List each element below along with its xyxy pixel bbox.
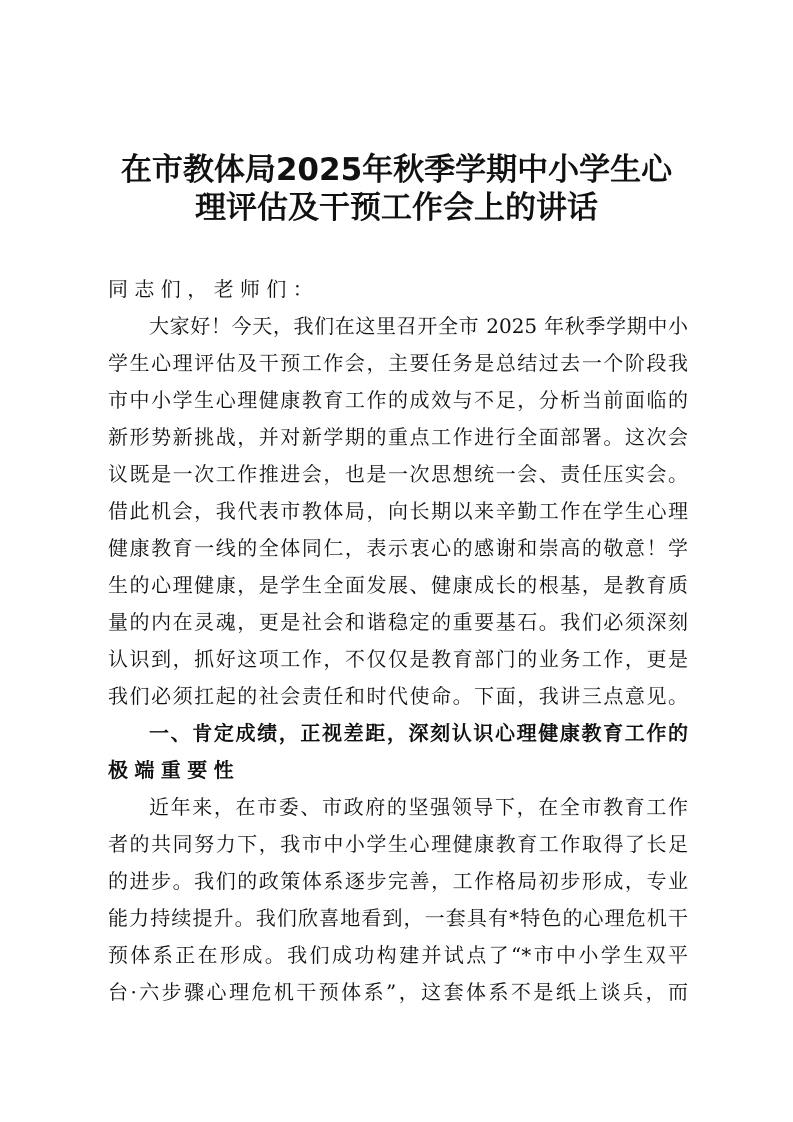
text-line: 量的内在灵魂，更是社会和谐稳定的重要基石。我们必须深刻	[108, 610, 688, 634]
text-line: 学生心理评估及干预工作会，主要任务是总结过去一个阶段我	[108, 351, 688, 375]
heading-line: 一、肯定成绩，正视差距，深刻认识心理健康教育工作的	[149, 721, 688, 745]
text-line: 我们必须扛起的社会责任和时代使命。下面，我讲三点意见。	[108, 684, 688, 708]
text-line: 新形势新挑战，并对新学期的重点工作进行全面部署。这次会	[108, 425, 688, 449]
text-line: 者的共同努力下，我市中小学生心理健康教育工作取得了长足	[108, 832, 688, 856]
text-line: 近年来，在市委、市政府的坚强领导下，在全市教育工作	[149, 795, 688, 819]
document-title-line-1: 在市教体局2025年秋季学期中小学生心	[120, 152, 673, 188]
text-line: 议既是一次工作推进会，也是一次思想统一会、责任压实会。	[108, 462, 688, 486]
paragraph-achievements	[108, 789, 688, 1011]
text-line: 大家好！今天，我们在这里召开全市 2025 年秋季学期中小	[149, 314, 688, 338]
heading-line: 极端重要性	[108, 758, 240, 782]
document-body	[108, 271, 688, 1011]
text-line: 健康教育一线的全体同仁，表示衷心的感谢和崇高的敬意！学	[108, 536, 688, 560]
text-line: 借此机会，我代表市教体局，向长期以来辛勤工作在学生心理	[108, 499, 688, 523]
document-title-line-2: 理评估及干预工作会上的讲话	[195, 190, 598, 226]
section-heading-1	[108, 715, 688, 789]
text-line: 台·六步骤心理危机干预体系”，这套体系不是纸上谈兵，而	[108, 980, 688, 1004]
paragraph-opening	[108, 308, 688, 715]
text-line: 预体系正在形成。我们成功构建并试点了“*市中小学生双平	[108, 943, 688, 967]
text-line: 能力持续提升。我们欣喜地看到，一套具有*特色的心理危机干	[108, 906, 688, 930]
text-line: 的进步。我们的政策体系逐步完善，工作格局初步形成，专业	[108, 869, 688, 893]
text-line: 生的心理健康，是学生全面发展、健康成长的根基，是教育质	[108, 573, 688, 597]
salutation: 同志们，老师们：	[108, 277, 320, 301]
text-line: 认识到，抓好这项工作，不仅仅是教育部门的业务工作，更是	[108, 647, 688, 671]
text-line: 市中小学生心理健康教育工作的成效与不足，分析当前面临的	[108, 388, 688, 412]
